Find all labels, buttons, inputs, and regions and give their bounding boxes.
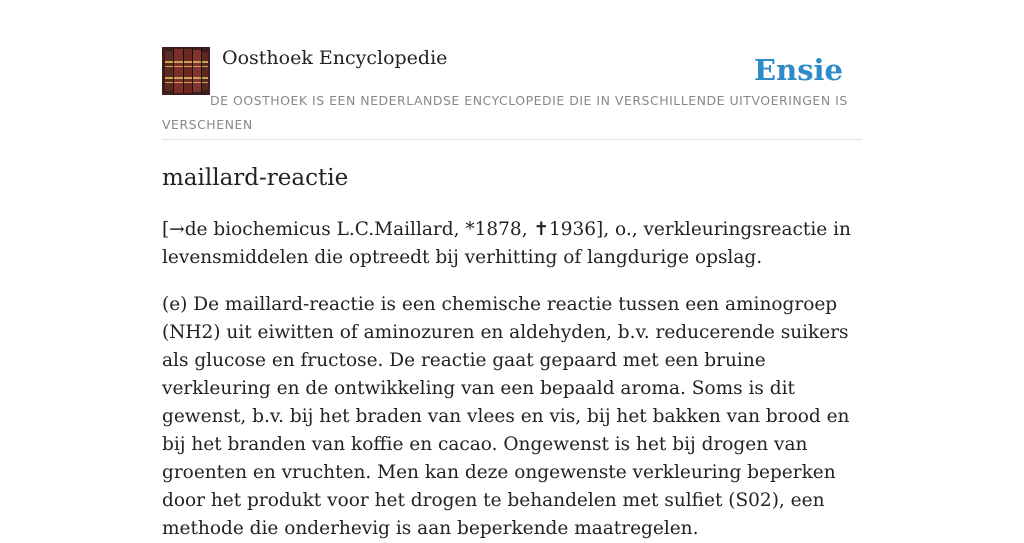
entry-paragraph-etymology: [→de biochemicus L.C.Maillard, *1878, ✝1936], o., verkleuringsreactie in levensmiddelen die optreedt bij verhitting of langdurige opslag. [162,219,851,268]
page [162,0,862,539]
book-spines-icon [162,47,210,95]
entry-headword: maillard-reactie [162,165,349,191]
header-divider [162,139,862,140]
entry-paragraph-body: (e) De maillard-reactie is een chemische reactie tussen een aminogroep (NH2) uit eiwitten of aminozuren en aldehyden, b.v. reducerende suikers als glucose en fructose. De reactie gaat gepaard met een bruine verkleuring en de ontwikkeling van een bepaald aroma. Soms is dit gewenst, b.v. bij het braden van vlees en vis, bij het bakken van brood en bij het branden van koffie en cacao. Ongewenst is het bij drogen van groenten en vruchten. Men kan deze ongewenste verkleuring beperken door het produkt voor het drogen te behandelen met sulfiet (S02), een methode die onderhevig is aan beperkende maatregelen. [162,294,850,539]
avatar[interactable] [162,47,210,95]
brand-logo-link[interactable]: Ensie [754,53,843,87]
site-tagline: DE OOSTHOEK IS EEN NEDERLANDSE ENCYCLOPEDIE DIE IN VERSCHILLENDE UITVOERINGEN IS VERSCHENEN [162,93,848,132]
site-name[interactable]: Oosthoek Encyclopedie [222,47,448,69]
